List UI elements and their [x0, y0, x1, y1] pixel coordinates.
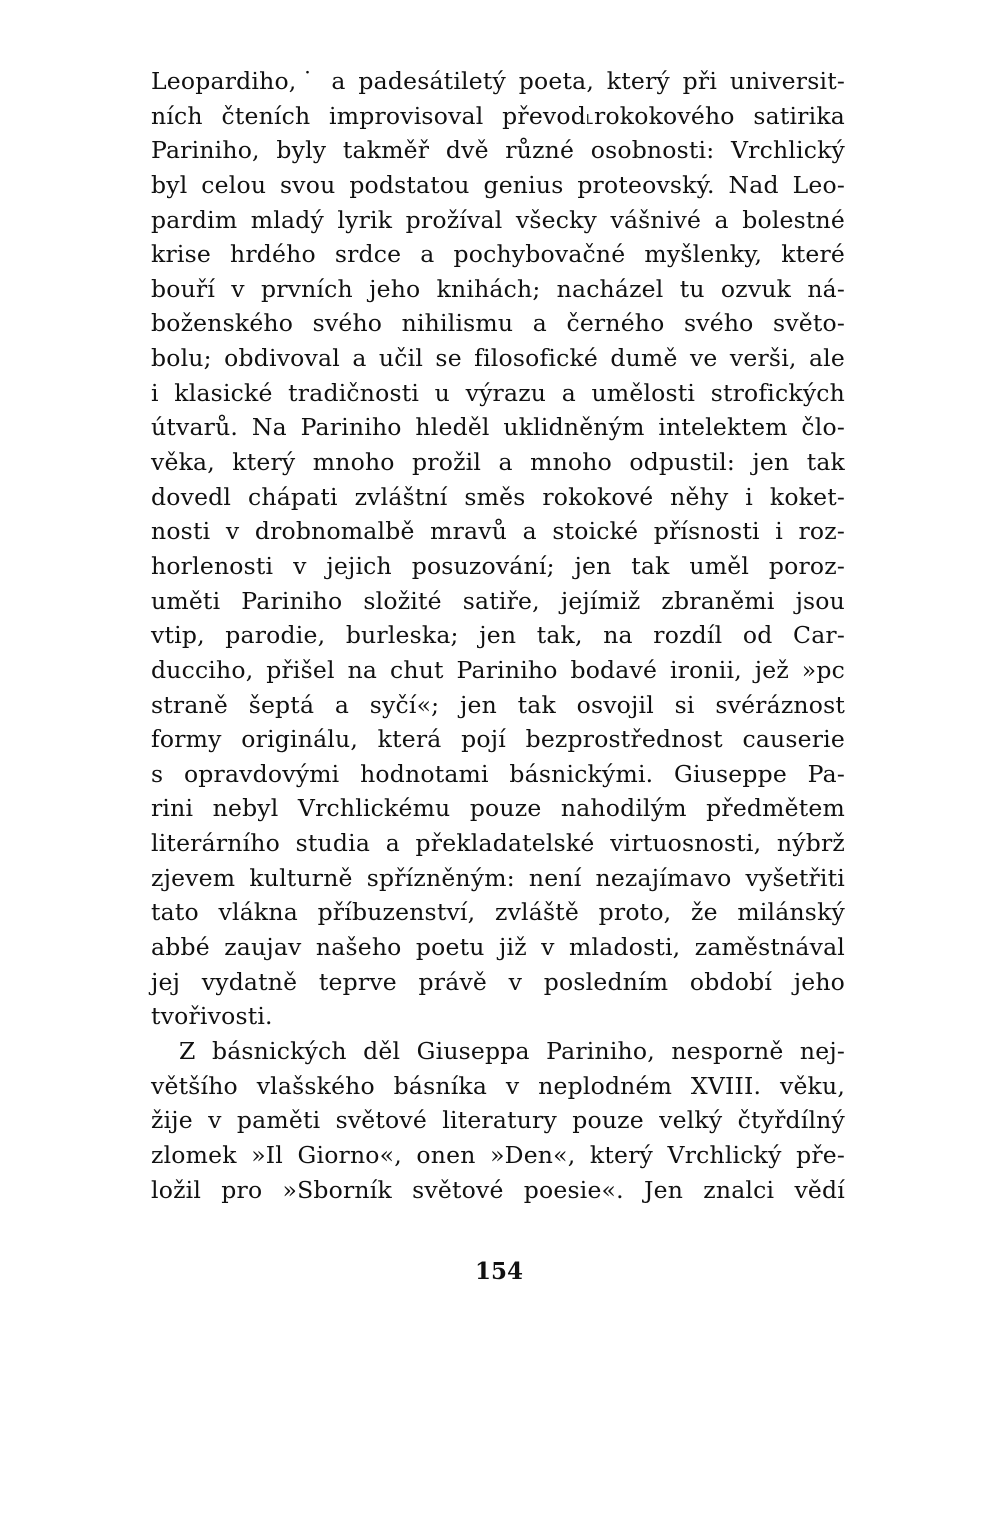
text-line: ducciho, přišel na chut Pariniho bodavé ironii, jež »pc — [151, 655, 845, 684]
text-line: Leopardiho,˙ a padesátiletý poeta, který při universit- — [151, 67, 845, 95]
text-line: abbé zaujav našeho poetu již v mladosti, zaměstnával — [151, 933, 845, 962]
text-line: Pariniho, byly takměř dvě různé osobnosti: Vrchlický — [151, 136, 845, 165]
text-line: tvořivosti. — [151, 1002, 273, 1031]
text-line: většího vlašského básníka v neplodném XVIII. věku, — [151, 1071, 845, 1100]
text-line: nosti v drobnomalbě mravů a stoické přísnosti i roz- — [151, 517, 845, 546]
text-line: formy originálu, která pojí bezprostřednost causerie — [151, 725, 845, 754]
text-line: s opravdovými hodnotami básnickými. Giuseppe Pa- — [151, 759, 845, 788]
page-number: 154 — [474, 1258, 523, 1285]
text-line: literárního studia a překladatelské virtuosnosti, nýbrž — [151, 829, 845, 858]
text-line: boženského svého nihilismu a černého svého světo- — [151, 309, 845, 338]
text-line: věka, který mnoho prožil a mnoho odpustil: jen tak — [151, 448, 845, 477]
text-line: rini nebyl Vrchlickému pouze nahodilým předmětem — [151, 794, 845, 823]
text-line: zlomek »Il Giorno«, onen »Den«, který Vrchlický pře- — [151, 1140, 845, 1169]
text-line: žije v paměti světové literatury pouze velký čtyřdílný — [151, 1106, 845, 1135]
text-line: uměti Pariniho složité satiře, jejímiž zbraněmi jsou — [151, 586, 845, 615]
text-line: bolu; obdivoval a učil se filosofické dumě ve verši, ale — [151, 344, 845, 373]
text-line: ních čteních improvisoval převod˪rokokového satirika — [151, 101, 845, 130]
text-line: byl celou svou podstatou genius proteovský. Nad Leo- — [151, 170, 845, 199]
text-line: útvarů. Na Pariniho hleděl uklidněným intelektem člo- — [151, 413, 845, 442]
text-line: horlenosti v jejich posuzování; jen tak uměl poroz- — [151, 551, 845, 580]
text-line: bouří v prvních jeho knihách; nacházel tu ozvuk ná- — [151, 274, 845, 303]
text-line: krise hrdého srdce a pochybovačné myšlenky, které — [151, 240, 845, 269]
text-line: jej vydatně teprve právě v posledním období jeho — [151, 967, 845, 996]
text-line: i klasické tradičnosti u výrazu a umělosti strofických — [151, 378, 845, 407]
text-line: zjevem kulturně spřízněným: není nezajímavo vyšetřiti — [151, 863, 845, 892]
text-line: Z básnických děl Giuseppa Pariniho, nesporně nej- — [179, 1036, 845, 1065]
text-line: vtip, parodie, burleska; jen tak, na rozdíl od Car- — [151, 621, 845, 650]
text-line: pardim mladý lyrik prožíval všecky vášnivé a bolestné — [151, 205, 845, 234]
body-text — [151, 64, 845, 1207]
text-line: ložil pro »Sborník světové poesie«. Jen znalci vědí — [151, 1175, 845, 1204]
text-line: dovedl chápati zvláštní směs rokokové něhy i koket- — [151, 482, 845, 511]
text-line: tato vlákna příbuzenství, zvláště proto, že milánský — [151, 898, 845, 927]
text-line: straně šeptá a syčí«; jen tak osvojil si svéráznost — [151, 690, 845, 719]
